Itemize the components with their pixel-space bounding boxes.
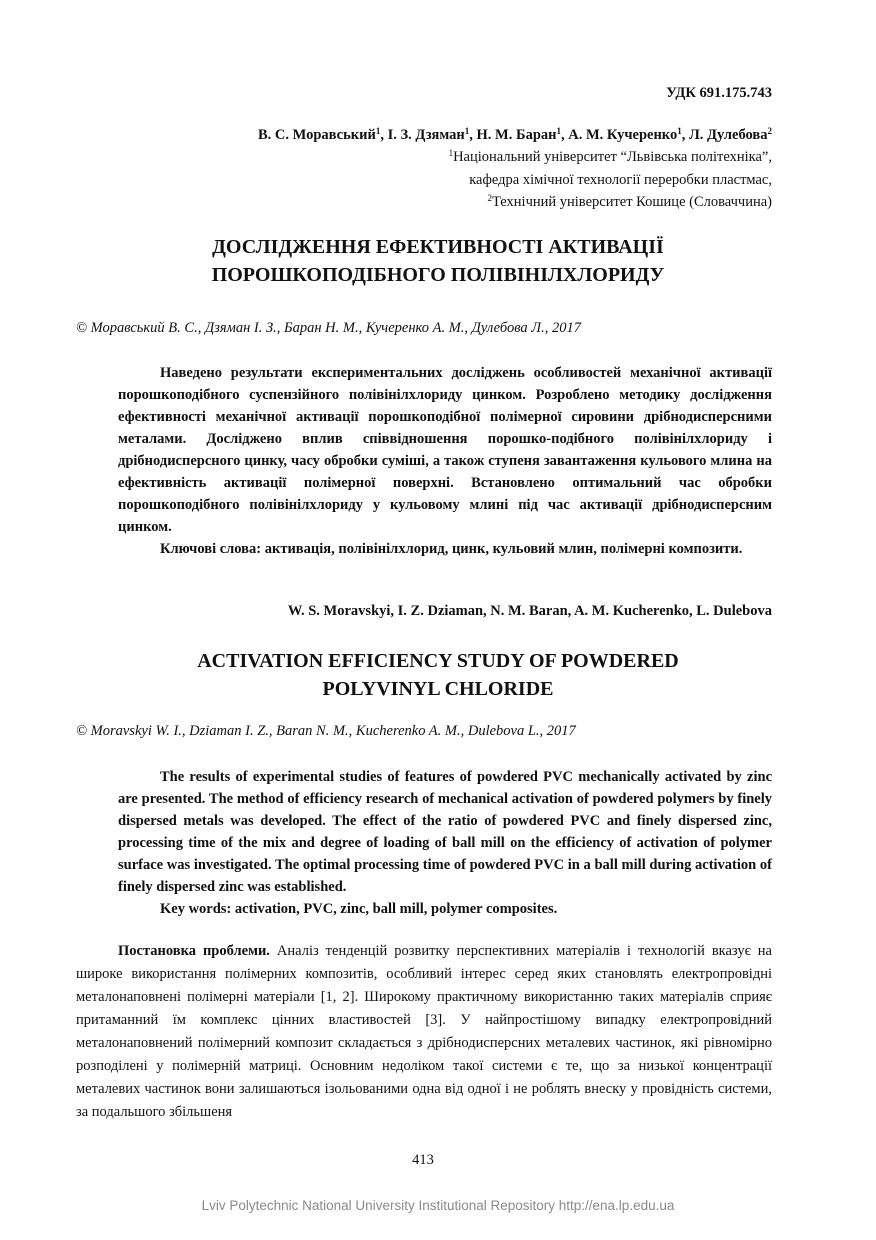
affiliation-mark: 1	[464, 126, 470, 136]
author-name: А. М. Кучеренко	[568, 127, 678, 143]
abstract-english	[118, 766, 772, 920]
affiliation-mark: 2	[487, 193, 492, 203]
author-name: І. З. Дзяман	[387, 127, 465, 143]
affiliation-mark: 1	[556, 126, 562, 136]
affiliation-1-line-1: $^1$Національний університет “Львівська політехніка”,	[448, 148, 772, 165]
affiliation-mark: 1	[677, 126, 682, 136]
section-heading: Постановка проблеми.	[118, 943, 270, 959]
affiliation-mark: 2	[767, 126, 772, 136]
abstract-text: Наведено результати експериментальних досліджень особливостей механічної активації порошкоподібного суспензійного полівінілхлориду цинком. Розроблено методику дослідження ефективності механічної активації порошкоподібної полімерної сировини дрібнодисперсними металами. Досліджено вплив співвідношення порошко-подібного полівінілхлориду і дрібнодисперсного цинку, часу обробки суміші, а також ступеня завантаження кульового млина на ефективність активації полімерної поверхні. Встановлено оптимальний час обробки порошкоподібного полівінілхлориду у кульовому млині під час активації дрібнодисперсним цинком.	[118, 365, 772, 535]
title-line: ДОСЛІДЖЕННЯ ЕФЕКТИВНОСТІ АКТИВАЦІЇ	[212, 236, 664, 258]
title-line: ACTIVATION EFFICIENCY STUDY OF POWDERED	[197, 650, 679, 672]
copyright-english: © Moravskyi W. I., Dziaman I. Z., Baran N. M., Kucherenko A. M., Dulebova L., 2017	[76, 723, 576, 739]
affiliation-2: $^2$Технічний університет Кошице (Словаччина)	[487, 193, 772, 210]
author-name: Н. М. Баран	[476, 127, 557, 143]
affiliation-mark: 1	[375, 126, 381, 136]
author-name: Л. Дулебова	[688, 127, 768, 143]
copyright-ukrainian: © Моравський В. С., Дзяман І. З., Баран Н. М., Кучеренко А. М., Дулебова Л., 2017	[76, 320, 581, 336]
title-line: ПОРОШКОПОДІБНОГО ПОЛІВІНІЛХЛОРИДУ	[211, 264, 665, 286]
keywords: Ключові слова: активація, полівінілхлорид, цинк, кульовий млин, полімерні композити.	[160, 541, 743, 557]
authors-ukrainian: В. С. Моравський$^1$, І. З. Дзяман$^1$, Н. М. Баран$^1$, А. М. Кучеренко$^1$, Л. Дулебова$^2$	[257, 126, 772, 143]
page-number: 413	[412, 1152, 434, 1168]
abstract-text: The results of experimental studies of features of powdered PVC mechanically activated by zinc are presented. The method of efficiency research of mechanical activation of powdered polymers by finely dispersed metals was developed. The effect of the ratio of powdered PVC and finely dispersed zinc, processing time of the mix and degree of loading of ball mill on the efficiency of activation of polymer surface was investigated. The optimal processing time of powdered PVC in a ball mill during activation of finely dispersed zinc was established.	[118, 769, 772, 895]
affiliation-1-line-2: кафедра хімічної технології переробки пластмас,	[469, 172, 772, 188]
affiliation-mark: 1	[448, 148, 454, 158]
repository-footer: Lviv Polytechnic National University Institutional Repository http://ena.lp.edu.ua	[201, 1198, 675, 1213]
abstract-ukrainian	[118, 362, 772, 560]
authors-english: W. S. Moravskyi, I. Z. Dziaman, N. M. Baran, A. M. Kucherenko, L. Dulebova	[287, 603, 772, 619]
author-name: В. С. Моравський	[257, 127, 376, 143]
body-paragraph	[76, 940, 772, 1124]
title-english	[0, 647, 876, 703]
title-ukrainian	[0, 233, 876, 289]
keywords: Key words: activation, PVC, zinc, ball mill, polymer composites.	[160, 901, 558, 917]
paragraph-text: Аналіз тенденцій розвитку перспективних матеріалів і технологій вказує на широке використання полімерних композитів, особливий інтерес серед яких становлять електропровідні металонаповнені полімерні матеріали [1, 2]. Широкому практичному використанню таких матеріалів сприяє притаманний їм комплекс цінних властивостей [3]. У найпростішому випадку електропровідний металонаповнений полімерний композит складається з дрібнодисперсних металевих частинок, які рівномірно розподілені у полімерній матриці. Основним недоліком такої системи є те, що за низької концентрації металевих частинок вони залишаються ізольованими одна від одної і не роблять внеску у провідність системи, за подальшого збільшеня	[76, 943, 772, 1120]
udk-code: УДК 691.175.743	[666, 85, 772, 101]
title-line: POLYVINYL CHLORIDE	[322, 678, 554, 700]
